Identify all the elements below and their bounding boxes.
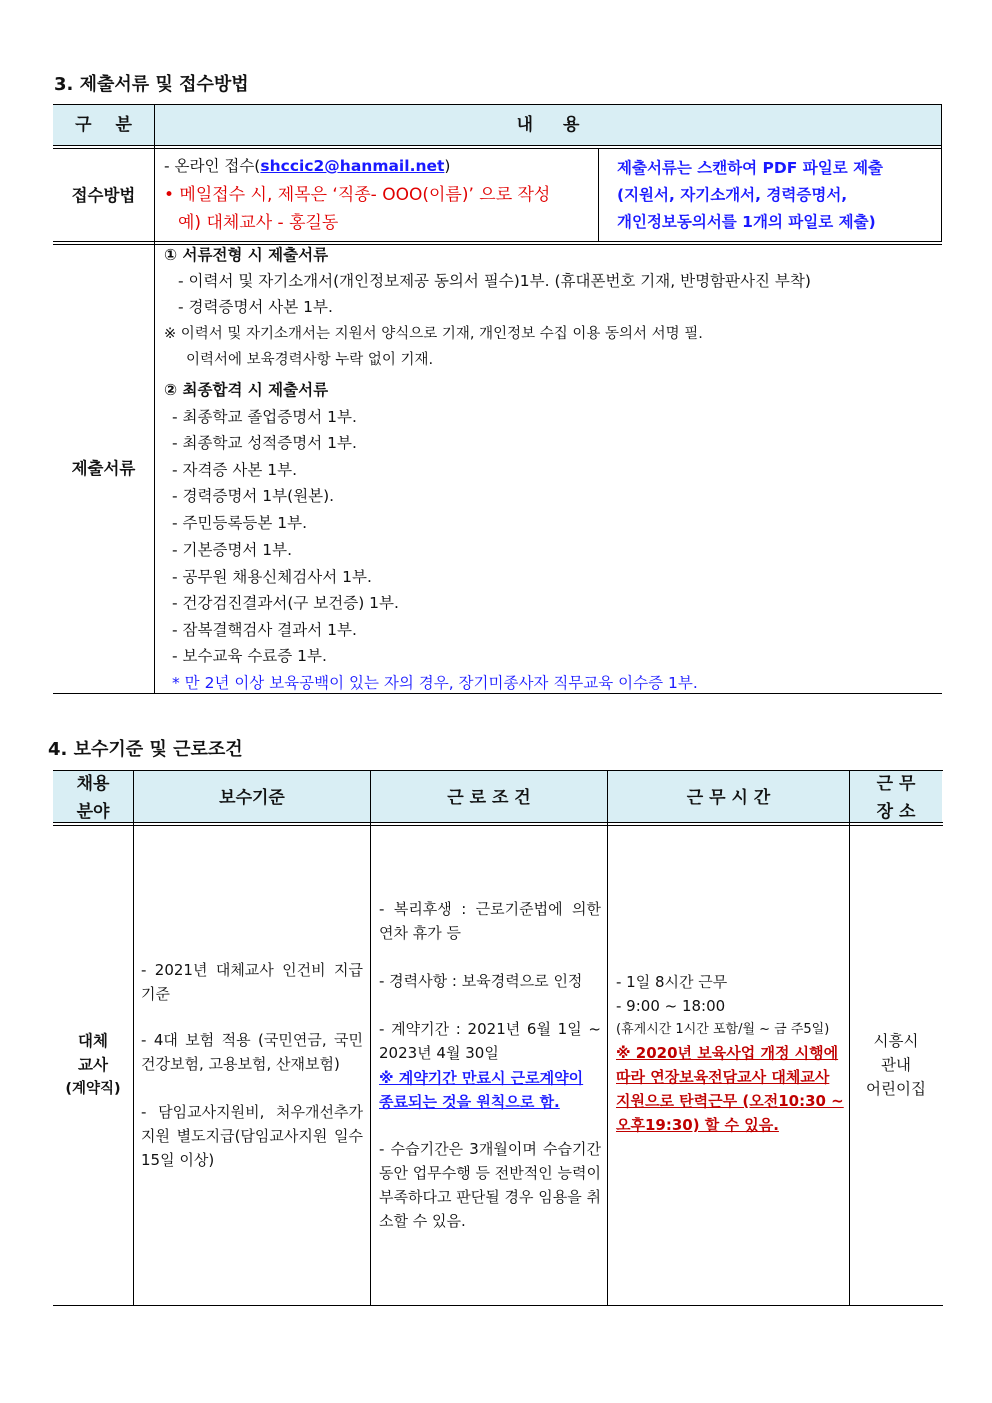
cond-career: - 경력사항 : 보육경력으로 인정 <box>379 972 583 990</box>
first-item-2: - 경력증명서 사본 1부. <box>178 298 333 316</box>
cond-contract-note: ※ 계약기간 만료시 근로계약이 종료되는 것을 원칙으로 함. <box>379 1069 584 1111</box>
first-stage-title: ① 서류전형 시 제출서류 <box>164 246 329 264</box>
header-pay: 보수기준 <box>219 788 285 808</box>
table3-top-border <box>53 104 942 105</box>
table3-header-content: 내 용 <box>516 115 580 135</box>
place-l2: 관내 <box>881 1056 911 1074</box>
cond-contract: - 계약기간 : 2021년 6월 1일 ~ 2023년 4월 30일 <box>379 1020 601 1062</box>
table4-divider-2 <box>370 770 371 1306</box>
final-item: - 건강검진결과서(구 보건증) 1부. <box>172 594 399 612</box>
section4-title: 4. 보수기준 및 근로조건 <box>48 739 243 760</box>
final-item: - 주민등록등본 1부. <box>172 514 308 532</box>
email-link[interactable]: shccic2@hanmail.net <box>260 157 445 175</box>
table3-right-border <box>941 104 942 242</box>
method-label: 접수방법 <box>71 186 136 205</box>
pdf-note-line3: 개인정보동의서를 1개의 파일로 제출) <box>617 213 876 231</box>
pdf-note-line2: (지원서, 자기소개서, 경력증명서, <box>617 186 848 204</box>
table4-divider-1 <box>133 770 134 1306</box>
pay-item-3: - 담임교사지원비, 처우개선추가지원 별도지급(담임교사지원 일수 15일 이상) <box>141 1103 363 1169</box>
pay-item-1: - 2021년 대체교사 인건비 지급기준 <box>141 961 363 1003</box>
header-place-l2: 장 소 <box>876 802 916 822</box>
table4-header-bottom-2 <box>53 825 943 826</box>
place-l1: 시흥시 <box>873 1032 919 1050</box>
table3-header-category: 구 분 <box>75 115 132 135</box>
field-l1: 대체 <box>78 1032 108 1050</box>
table3-header-bottom-2 <box>53 148 942 149</box>
final-item: - 최종학교 성적증명서 1부. <box>172 434 357 452</box>
online-prefix: - 온라인 접수( <box>164 157 261 175</box>
header-place-l1: 근 무 <box>876 774 916 794</box>
table3-method-divider <box>598 148 599 242</box>
time-flex-note: ※ 2020년 보육사업 개정 시행에 따라 연장보육전담교사 대체교사 지원으로 탄력근무 (오전10:30 ~ 오후19:30) 할 수 있음. <box>616 1044 844 1134</box>
docs-label: 제출서류 <box>71 459 136 478</box>
first-note-1: ※ 이력서 및 자기소개서는 지원서 양식으로 기재, 개인정보 수집 이용 동의서 서명 필. <box>164 326 703 342</box>
time-daily: - 1일 8시간 근무 <box>616 973 728 991</box>
table4-divider-3 <box>607 770 608 1306</box>
final-stage-title: ② 최종합격 시 제출서류 <box>164 381 329 399</box>
online-suffix: ) <box>444 157 451 175</box>
pay-item-2: - 4대 보험 적용 (국민연금, 국민건강보험, 고용보험, 산재보험) <box>141 1031 363 1073</box>
final-item: - 자격증 사본 1부. <box>172 461 298 479</box>
place-l3: 어린이집 <box>866 1080 926 1098</box>
table4-top-border <box>53 770 943 771</box>
table4-bottom-border <box>53 1305 943 1306</box>
header-field-l2: 분야 <box>76 802 110 822</box>
table3-col-divider <box>154 104 155 694</box>
pdf-note-line1: 제출서류는 스캔하여 PDF 파일로 제출 <box>617 159 884 177</box>
header-field-l1: 채용 <box>76 774 110 794</box>
table3-header-bottom-1 <box>53 145 942 146</box>
final-item: - 공무원 채용신체검사서 1부. <box>172 568 372 586</box>
final-item: - 경력증명서 1부(원본). <box>172 487 335 505</box>
final-note: * 만 2년 이상 보육공백이 있는 자의 경우, 장기미종사자 직무교육 이수증 1부. <box>172 674 698 692</box>
final-item: - 최종학교 졸업증명서 1부. <box>172 408 357 426</box>
first-note-2: 이력서에 보육경력사항 누락 없이 기재. <box>186 352 434 368</box>
mail-subject-rule: • 메일접수 시, 제목은 ‘직종- OOO(이름)’ 으로 작성 <box>164 185 551 205</box>
section3-title: 3. 제출서류 및 접수방법 <box>54 74 249 95</box>
mail-subject-example: 예) 대체교사 - 홍길동 <box>178 213 339 233</box>
table4-header-bottom-1 <box>53 822 943 823</box>
field-l2: 교사 <box>78 1056 108 1074</box>
field-l3: (계약직) <box>65 1081 121 1097</box>
time-break: (휴게시간 1시간 포함/월 ~ 금 주5일) <box>616 1022 830 1037</box>
header-conditions: 근 로 조 건 <box>447 788 531 808</box>
final-item: - 기본증명서 1부. <box>172 541 293 559</box>
final-item: - 잠복결핵검사 결과서 1부. <box>172 621 357 639</box>
header-hours: 근 무 시 간 <box>686 788 771 808</box>
cond-probation: - 수습기간은 3개월이며 수습기간동안 업무수행 등 전반적인 능력이 부족하다고 판단될 경우 임용을 취소할 수 있음. <box>379 1140 601 1230</box>
first-item-1: - 이력서 및 자기소개서(개인정보제공 동의서 필수)1부. (휴대폰번호 기재, 반명함판사진 부착) <box>178 272 811 290</box>
final-item: - 보수교육 수료증 1부. <box>172 647 327 665</box>
cond-welfare: - 복리후생 : 근로기준법에 의한 연차 휴가 등 <box>379 900 601 942</box>
time-range: - 9:00 ~ 18:00 <box>616 997 726 1015</box>
online-submission <box>164 153 450 180</box>
